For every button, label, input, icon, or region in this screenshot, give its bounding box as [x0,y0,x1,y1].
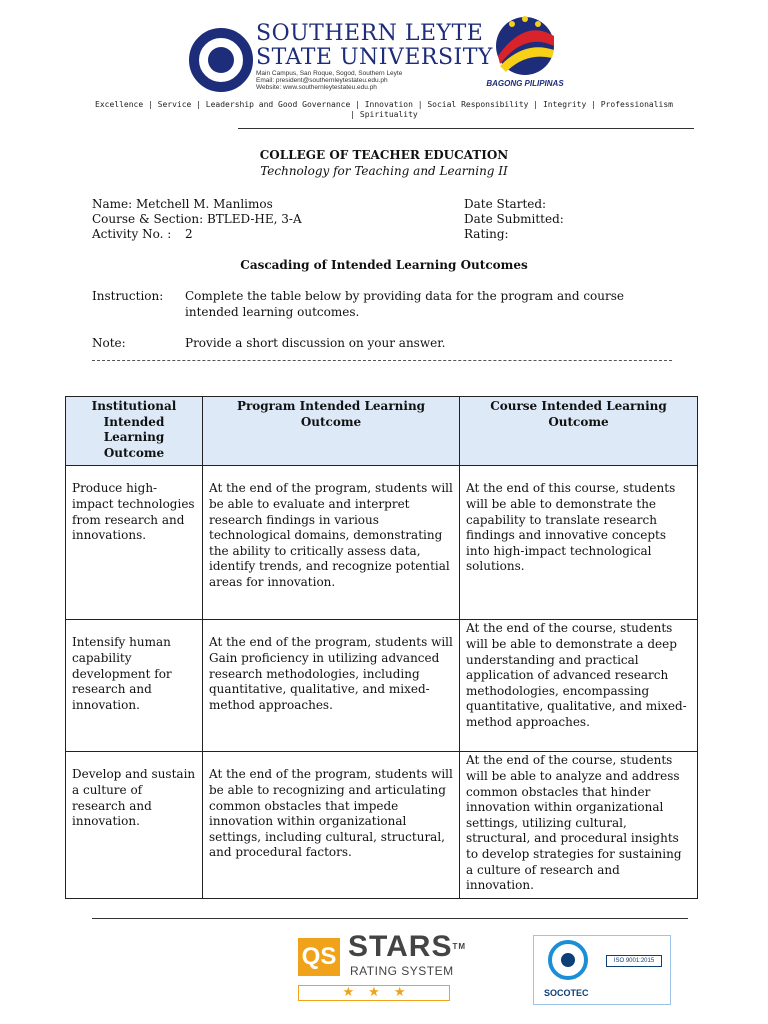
instruction-label: Instruction: [92,289,164,303]
trademark-mark: TM [452,942,467,951]
table-row [66,466,698,620]
iso-badge: ISO 9001:2015 [606,955,662,967]
socotec-logo-icon [548,940,588,980]
date-submitted: Date Submitted: [464,212,564,226]
activity-number-value: 2 [185,227,193,241]
table-header-row [66,397,698,466]
header-institutional: Institutional Intended Learning Outcome [66,397,203,466]
footer-divider [92,918,688,919]
date-started: Date Started: [464,197,547,211]
table-cell: Produce high-impact technologies from research and innovations. [66,466,203,620]
university-email: Email: president@southernleytestateu.edu.ph [256,77,388,84]
university-seal-logo [189,28,253,92]
table-cell: At the end of the course, students will be able to demonstrate a deep understanding and practical application of advanced research methodologies, encompassing quantitative, qualitative, and mixed-method approaches. [460,620,698,752]
table-cell: Develop and sustain a culture of research and innovation. [66,752,203,898]
table-row [66,620,698,752]
header-course: Course Intended Learning Outcome [460,397,698,466]
table-cell: Intensify human capability development for research and innovation. [66,620,203,752]
university-address: Main Campus, San Roque, Sogod, Southern Leyte [256,70,403,77]
university-name [256,22,493,70]
qs-logo: QS [298,938,340,976]
activity-number-label: Activity No. : [92,227,172,241]
table-row [66,752,698,898]
university-name-line2: STATE UNIVERSITY [256,45,493,70]
core-values: Excellence | Service | Leadership and Good Governance | Innovation | Social Responsibility | Integrity | Professionalism | Spirituality [95,100,673,119]
table-cell: At the end of the program, students will Gain proficiency in utilizing advanced research methodologies, including quantitative, qualitative, and mixed-method approaches. [203,620,460,752]
activity-number [92,226,193,242]
university-contact [256,70,402,91]
socotec-name: SOCOTEC [544,988,589,998]
header-divider [238,128,694,129]
table-cell: At the end of the program, students will be able to evaluate and interpret research findings in various technological domains, demonstrating the ability to critically assess data, identify trends, and recognize potential areas for innovation. [203,466,460,620]
qs-stars-title [348,931,466,963]
bagong-pilipinas-logo [492,12,558,76]
table-cell: At the end of the course, students will be able to analyze and address common obstacles that hinder innovation within organizational settings, utilizing cultural, structural, and procedural insights to develop strategies for sustaining a culture of research and innovation. [460,752,698,898]
university-name-line1: SOUTHERN LEYTE [256,21,484,46]
bagong-pilipinas-text: BAGONG PILIPINAS [486,79,564,88]
instruction-text: Complete the table below by providing data for the program and course intended learning outcomes. [185,289,625,319]
section-divider [92,360,672,361]
course-section: Course & Section: BTLED-HE, 3-A [92,212,302,226]
star-rating-bar: ★★★ [298,985,450,1001]
qs-stars-subtitle: RATING SYSTEM [350,964,454,978]
note-label: Note: [92,336,126,350]
college-name: COLLEGE OF TEACHER EDUCATION [259,148,509,162]
qs-stars-word: STARS [348,930,453,963]
outcomes-table [65,396,698,899]
activity-title: Cascading of Intended Learning Outcomes [240,258,528,272]
header-program: Program Intended Learning Outcome [203,397,460,466]
rating: Rating: [464,227,509,241]
table-cell: At the end of the program, students will be able to recognizing and articulating common obstacles that impede innovation within organizational settings, including cultural, structural, and procedural factors. [203,752,460,898]
course-title: Technology for Teaching and Learning II [260,164,508,178]
university-website: Website: www.southernleytestateu.edu.ph [256,84,377,91]
note-text: Provide a short discussion on your answer. [185,336,446,350]
socotec-certification [533,935,671,1005]
table-cell: At the end of this course, students will be able to demonstrate the capability to translate research findings and innovative concepts into high-impact technological solutions. [460,466,698,620]
student-name: Name: Metchell M. Manlimos [92,197,273,211]
